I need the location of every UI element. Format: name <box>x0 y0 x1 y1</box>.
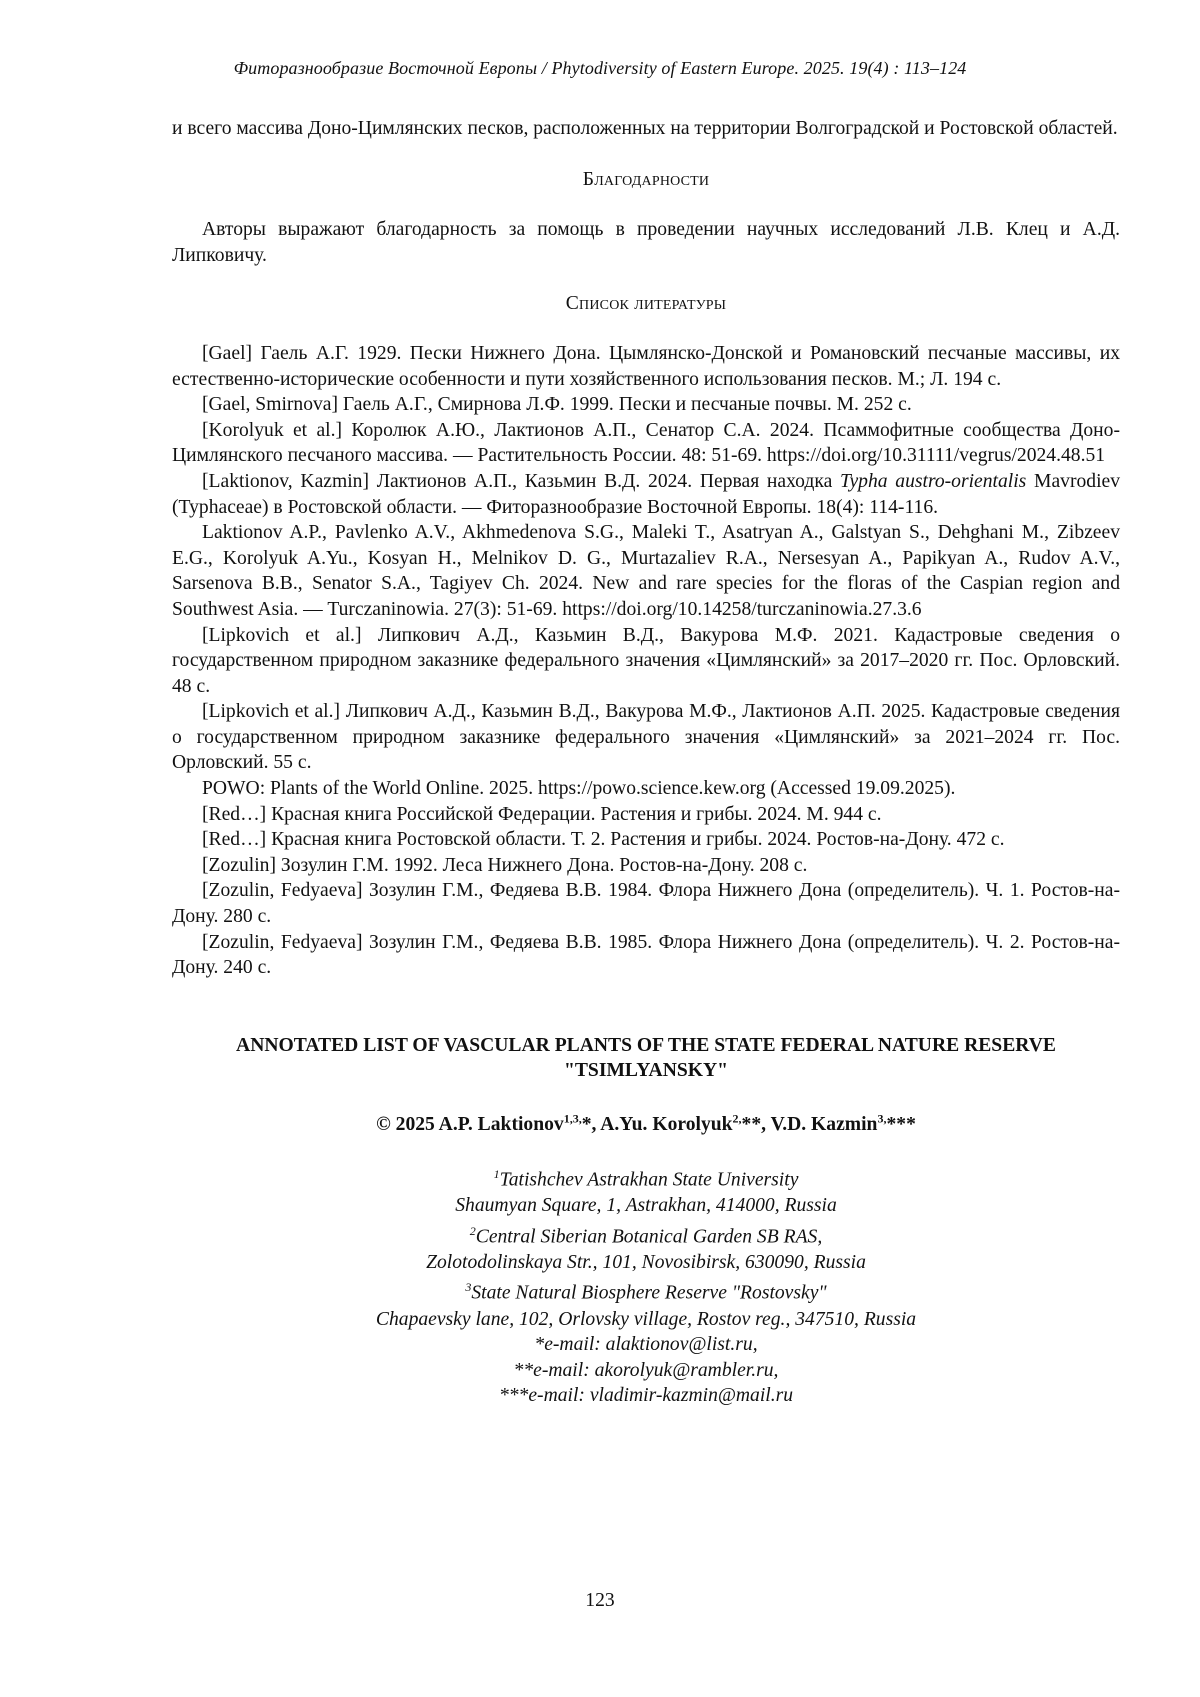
reference-item: [Gael] Гаель А.Г. 1929. Пески Нижнего Дона. Цымлянско-Донской и Романовский песчаные массивы, их естественно-исторические особенности и пути хозяйственного использования песков. М.; Л. 194 с. <box>172 341 1120 392</box>
affiliation-text: Central Siberian Botanical Garden SB RAS, <box>476 1226 822 1247</box>
affiliation-text: Zolotodolinskaya Str., 101, Novosibirsk, 630090, Russia <box>426 1252 866 1273</box>
acknowledgements-text: Авторы выражают благодарность за помощь в проведении научных исследований Л.В. Клец и А.Д. Липковичу. <box>172 217 1120 268</box>
document-page <box>0 0 1200 1697</box>
author-1 <box>376 1114 600 1135</box>
affiliation-text: Shaumyan Square, 1, Astrakhan, 414000, Russia <box>455 1195 837 1216</box>
english-title: ANNOTATED LIST OF VASCULAR PLANTS OF THE STATE FEDERAL NATURE RESERVE "TSIMLYANSKY" <box>212 1033 1080 1083</box>
email-marker: *** <box>886 1114 915 1135</box>
author-name: V.D. Kazmin <box>771 1114 878 1135</box>
reference-item <box>172 469 1120 520</box>
author-2 <box>600 1114 770 1135</box>
affiliation-number: 2 <box>470 1224 476 1238</box>
separator: , <box>761 1114 770 1135</box>
reference-item: [Zozulin, Fedyaeva] Зозулин Г.М., Федяева В.В. 1985. Флора Нижнего Дона (определитель). Ч. 2. Ростов-на-Дону. 240 с. <box>172 930 1120 981</box>
affiliation-number: 1 <box>494 1167 500 1181</box>
reference-item: [Korolyuk et al.] Королюк А.Ю., Лактионов А.П., Сенатор С.А. 2024. Псаммофитные сообщества Доно-Цимлянского песчаного массива. — Растительность России. 48: 51-69. https://doi.org/10.31111/vegrus/2024.48.51 <box>172 418 1120 469</box>
affiliation-line <box>172 1162 1120 1193</box>
reference-text: [Laktionov, Kazmin] Лактионов А.П., Казьмин В.Д. 2024. Первая находка <box>202 471 840 492</box>
affiliation-marker: 3, <box>877 1112 886 1126</box>
affiliation-text: Tatishchev Astrakhan State University <box>500 1169 799 1190</box>
affiliation-line <box>172 1250 1120 1276</box>
affiliation-number: 3 <box>465 1280 471 1294</box>
affiliation-line <box>172 1193 1120 1219</box>
author-name: A.Yu. Korolyuk <box>600 1114 732 1135</box>
reference-item: [Red…] Красная книга Ростовской области. Т. 2. Растения и грибы. 2024. Ростов-на-Дону. 472 с. <box>172 827 1120 853</box>
reference-item: [Red…] Красная книга Российской Федерации. Растения и грибы. 2024. М. 944 с. <box>172 802 1120 828</box>
affiliations <box>172 1162 1120 1409</box>
affiliation-marker: 1,3, <box>564 1112 582 1126</box>
email-line <box>172 1383 1120 1409</box>
affiliation-marker: 2, <box>733 1112 742 1126</box>
email-marker: ** <box>742 1114 762 1135</box>
email-line <box>172 1358 1120 1384</box>
copyright-year: © 2025 <box>376 1114 439 1135</box>
acknowledgements-heading: Благодарности <box>172 167 1120 193</box>
page-body <box>172 116 1120 1409</box>
affiliation-line <box>172 1307 1120 1333</box>
reference-item: [Lipkovich et al.] Липкович А.Д., Казьмин В.Д., Вакурова М.Ф. 2021. Кадастровые сведения о государственном природном заказнике федерального значения «Цимлянский» за 2017–2020 гг. Пос. Орловский. 48 с. <box>172 623 1120 700</box>
email-line <box>172 1332 1120 1358</box>
reference-item: [Gael, Smirnova] Гаель А.Г., Смирнова Л.Ф. 1999. Пески и песчаные почвы. М. 252 с. <box>172 392 1120 418</box>
separator: , <box>592 1114 601 1135</box>
reference-item: POWO: Plants of the World Online. 2025. https://powo.science.kew.org (Accessed 19.09.2025). <box>172 776 1120 802</box>
author-name: A.P. Laktionov <box>439 1114 564 1135</box>
reference-item: [Zozulin, Fedyaeva] Зозулин Г.М., Федяева В.В. 1984. Флора Нижнего Дона (определитель). Ч. 1. Ростов-на-Дону. 280 с. <box>172 878 1120 929</box>
reference-item: [Zozulin] Зозулин Г.М. 1992. Леса Нижнего Дона. Ростов-на-Дону. 208 с. <box>172 853 1120 879</box>
author-3 <box>771 1114 916 1135</box>
email-marker: * <box>582 1114 592 1135</box>
references-heading: Список литературы <box>172 291 1120 317</box>
email-text: *e-mail: alaktionov@list.ru, <box>534 1334 757 1355</box>
page-number: 123 <box>0 1590 1200 1612</box>
affiliation-line <box>172 1219 1120 1250</box>
running-header: Фиторазнообразие Восточной Европы / Phytodiversity of Eastern Europe. 2025. 19(4) : 113–124 <box>0 58 1200 79</box>
species-name: Typha austro-orientalis <box>840 471 1026 492</box>
reference-item: Laktionov A.P., Pavlenko A.V., Akhmedenova S.G., Maleki T., Asatryan A., Galstyan S., Dehghani M., Zibzeev E.G., Korolyuk A.Yu., Kosyan H., Melnikov D. G., Murtazaliev R.A., Nersesyan A., Papikyan A., Rudov A.V., Sarsenova B.B., Senator S.A., Tagiyev Ch. 2024. New and rare species for the floras of the Caspian region and Southwest Asia. — Turczaninowia. 27(3): 51-69. https://doi.org/10.14258/turczaninowia.27.3.6 <box>172 520 1120 622</box>
reference-text: Mavrodiev (Typhaceae) в Ростовской области. — Фиторазнообразие Восточной Европы. 18(4): 114-116. <box>172 471 1120 518</box>
intro-paragraph: и всего массива Доно-Цимлянских песков, расположенных на территории Волгоградской и Ростовской областей. <box>172 116 1120 142</box>
affiliation-text: State Natural Biosphere Reserve "Rostovsky" <box>471 1283 826 1304</box>
english-authors <box>172 1107 1120 1138</box>
reference-list <box>172 341 1120 981</box>
email-text: ***e-mail: vladimir-kazmin@mail.ru <box>499 1385 793 1406</box>
email-text: **e-mail: akorolyuk@rambler.ru, <box>514 1360 779 1381</box>
reference-item: [Lipkovich et al.] Липкович А.Д., Казьмин В.Д., Вакурова М.Ф., Лактионов А.П. 2025. Кадастровые сведения о государственном природном заказнике федерального значения «Цимлянский» за 2021–2024 гг. Пос. Орловский. 55 с. <box>172 699 1120 776</box>
affiliation-text: Chapaevsky lane, 102, Orlovsky village, Rostov reg., 347510, Russia <box>376 1309 916 1330</box>
affiliation-line <box>172 1275 1120 1306</box>
